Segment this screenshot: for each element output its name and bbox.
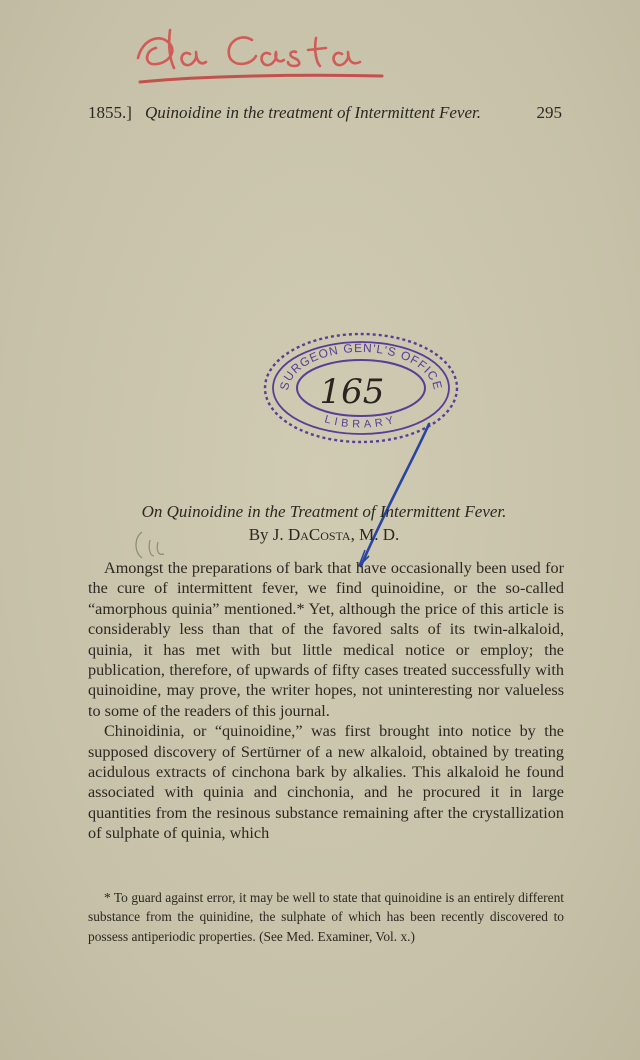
stamp-bottom-text: LIBRARY [323, 413, 399, 431]
byline [86, 525, 562, 545]
stamp-number: 165 [319, 372, 385, 412]
footnote-text: * To guard against error, it may be well to state that quinoidine is an entirely different substance from the quinidine, the sulphate of which has been recently discovered to possess antiperiodic properties. (See Med. Examiner, Vol. x.) [88, 890, 564, 944]
article-body [88, 558, 564, 844]
paragraph-1: Amongst the preparations of bark that have occasionally been used for the cure of intermittent fever, we find quinoidine, or the so-called “amorphous quinia” mentioned.* Yet, although the price of this article is considerably less than that of the favored salts of its twin-alkaloid, quinia, it has met with but little medical notice or employ; the publication, therefore, of upwards of fifty cases treated successfully with quinoidine, may prove, the writer hopes, not uninteresting nor valueless to some of the readers of this journal. [88, 559, 564, 720]
byline-prefix: By J. [248, 525, 288, 544]
byline-suffix: , M. D. [350, 525, 400, 544]
header-year: 1855.] [88, 103, 132, 122]
page-number: 295 [536, 103, 562, 122]
handwritten-signature [120, 10, 400, 100]
running-header [88, 103, 562, 129]
header-title: Quinoidine in the treatment of Intermittent Fever. [145, 103, 481, 122]
paragraph-2: Chinoidinia, or “quinoidine,” was first brought into notice by the supposed discovery of Sertürner of a new alkaloid, obtained by treating acidulous extracts of cinchona bark by alkalies. This alkaloid he found associated with quinia and cinchonia, and he procured it in large quantities from the resinous substance remaining after the crystallization of sulphate of quinia, which [88, 722, 564, 843]
article-title: On Quinoidine in the Treatment of Intermittent Fever. [141, 502, 507, 521]
stamp-top-text: SURGEON GEN'L'S OFFICE [276, 340, 446, 392]
footnote [88, 888, 564, 946]
author-name: DaCosta [287, 525, 351, 544]
ink-slash-mark [355, 420, 435, 570]
